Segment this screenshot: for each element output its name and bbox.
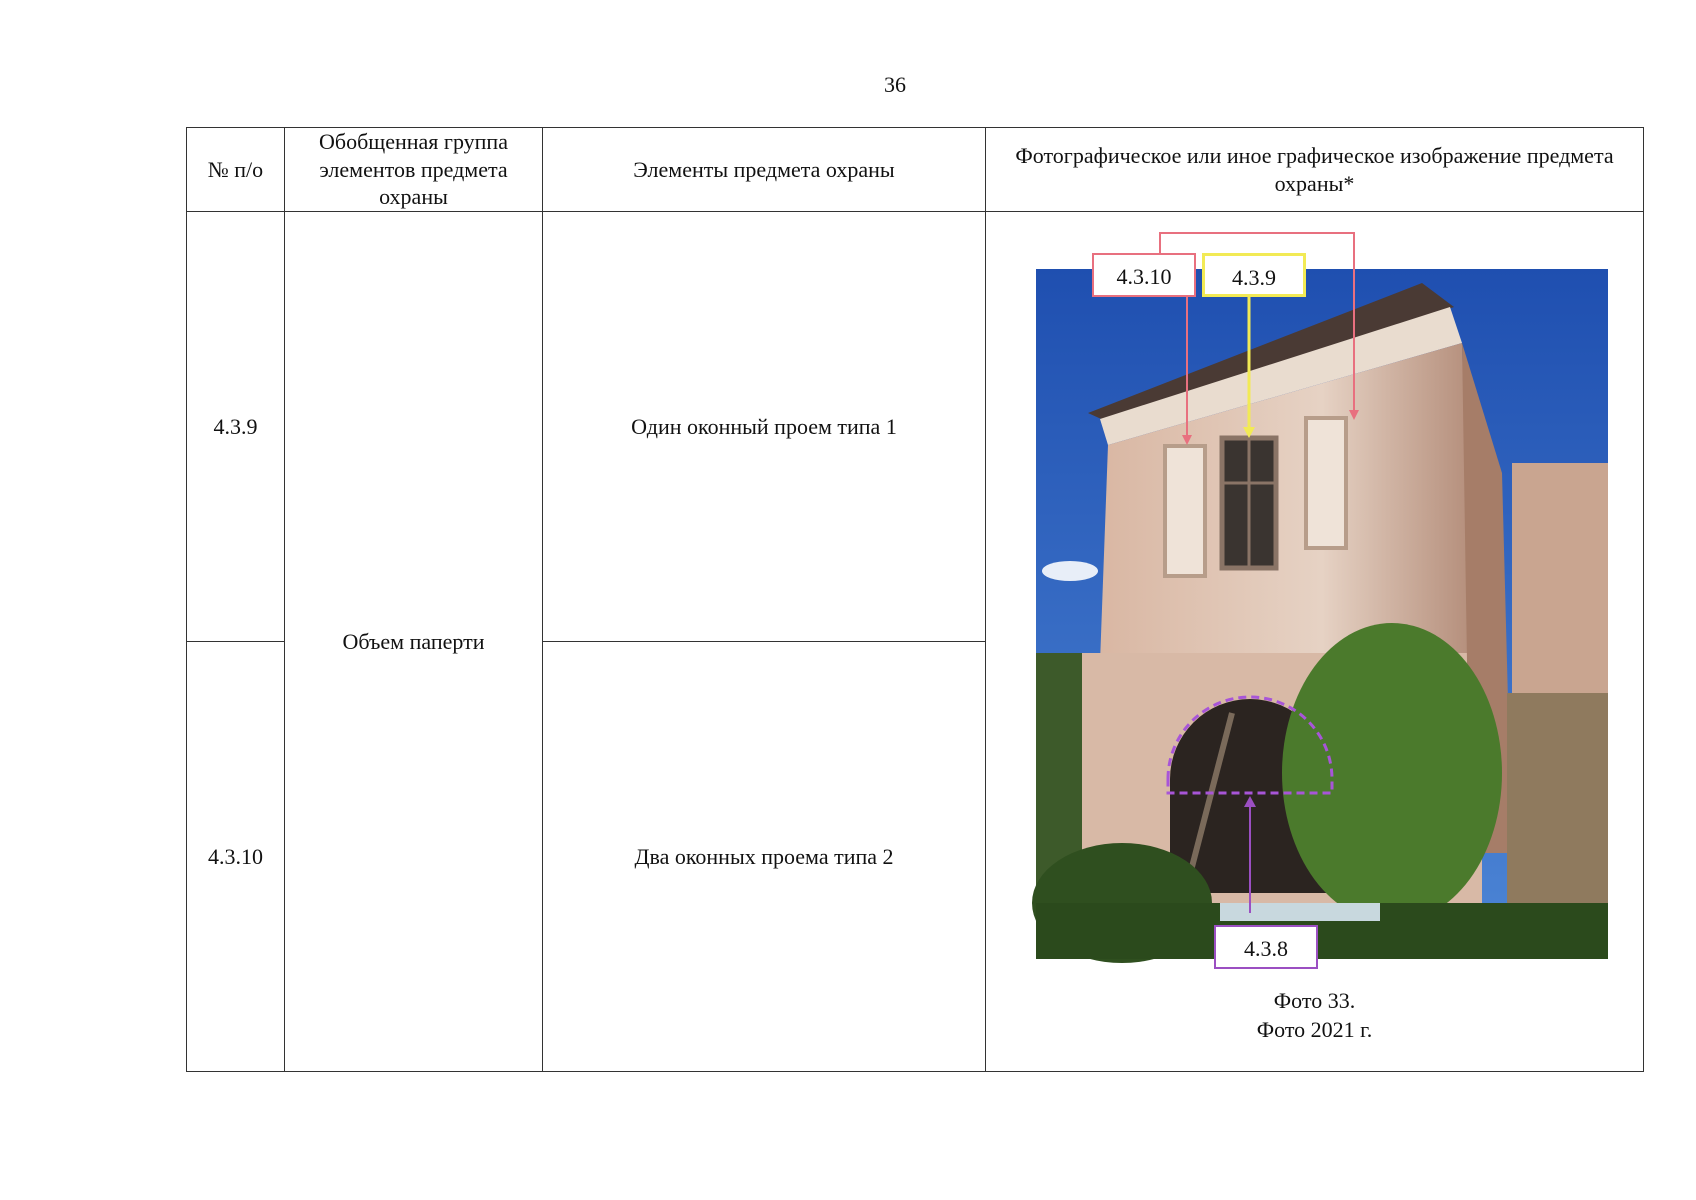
row-element: Два оконных проема типа 2 [543,642,986,1072]
row-num: 4.3.10 [187,642,285,1072]
label-4-3-9: 4.3.9 [1202,253,1306,297]
label-4-3-10: 4.3.10 [1092,253,1196,297]
table-row [187,212,1644,642]
header-elements: Элементы предмета охраны [543,128,986,212]
row-element: Один оконный проем типа 1 [543,212,986,642]
header-image: Фотографическое или иное графическое изображение предмета охраны* [986,128,1644,212]
table-object [1220,903,1380,921]
blind-niche-right [1306,418,1346,548]
caption-line-2: Фото 2021 г. [1256,1017,1373,1043]
photo-caption [992,986,1637,1045]
group-cell: Объем паперти [285,212,543,1072]
blind-niche-left [1165,446,1205,576]
header-num: № п/о [187,128,285,212]
cloud [1042,561,1098,581]
row-num: 4.3.9 [187,212,285,642]
page-number: 36 [884,72,906,97]
photo-cell [986,212,1644,1072]
bush-right [1282,623,1502,923]
photo-area [992,213,1637,1071]
protection-table [186,127,1644,1072]
label-4-3-8: 4.3.8 [1214,925,1318,969]
table-header-row [187,128,1644,212]
church-photo [992,213,1652,1071]
wooden-fence [1507,693,1608,903]
header-group: Обобщенная группа элементов предмета охраны [285,128,543,212]
caption-line-1: Фото 33. [1273,987,1356,1013]
